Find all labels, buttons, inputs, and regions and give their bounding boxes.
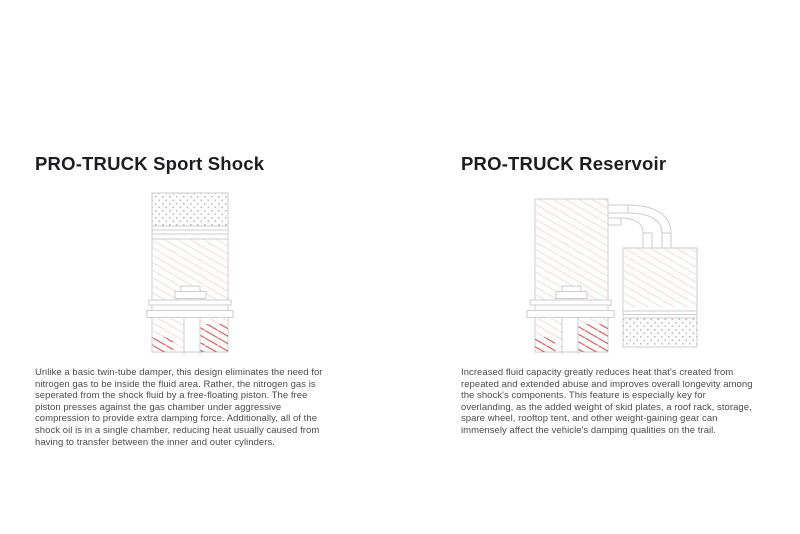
shock-shaft [184,318,200,355]
desc-line: shock oil is in a single chamber, reducing heat usually caused from [35,424,320,436]
sport-shock-title: PRO-TRUCK Sport Shock [35,153,265,174]
seal-accent-right [200,324,228,352]
seal-accent-left [152,337,173,352]
desc-line: repeated and extended abuse and improves overall longevity among [461,378,753,390]
piston-plate-upper [149,300,231,305]
desc-line: compression to provide extra damping force. Additionally, all of the [35,413,318,425]
piston-plate-lower [147,311,233,318]
reservoir-inlet-left [643,233,652,248]
sport-shock-description [35,367,375,448]
hose-inner-wall [621,218,643,233]
piston-plate-lower [527,311,614,318]
desc-line: the shock's components. This feature is especially key for [461,390,706,402]
desc-line: Unlike a basic twin-tube damper, this design eliminates the need for [35,367,323,378]
floating-piston [152,230,228,239]
gas-chamber [152,193,228,226]
hose-fitting-lower [608,218,621,225]
piston-nut-top [181,286,200,292]
reservoir-description [461,367,800,437]
piston-nut [175,292,206,299]
desc-line: seperated from the shock fluid by a free-floating piston. The free [35,390,308,402]
piston-nut-top [562,286,581,292]
shock-shaft [562,318,578,355]
reservoir-fluid [623,248,697,307]
sport-shock-diagram [140,188,240,358]
desc-line: piston presses against the gas chamber under aggressive [35,401,282,413]
reservoir-floating-piston [623,311,697,318]
seal-accent-right [578,324,608,352]
hose-mid-wall [628,213,662,233]
desc-line: nitrogen gas to be inside the fluid area. Rather, the nitrogen gas is [35,378,316,390]
desc-line: having to transfer between the inner and outer cylinders. [35,436,275,448]
desc-line: overlanding, as the added weight of skid plates, a roof rack, storage, [461,401,752,413]
piston-nut [556,292,587,299]
reservoir-gas-chamber [623,318,697,347]
seal-accent-left [535,337,555,352]
fluid-chamber [535,199,608,300]
hose-fitting-upper [608,205,628,213]
desc-line: immensely affect the vehicle's damping qualities on the trail. [461,424,717,436]
piston-plate-upper [530,300,611,305]
hose-outer-wall [628,205,671,233]
reservoir-diagram [520,188,700,358]
desc-line: Increased fluid capacity greatly reduces heat that's created from [461,367,734,378]
reservoir-inlet-right [662,233,671,248]
reservoir-title: PRO-TRUCK Reservoir [461,153,667,174]
desc-line: spare wheel, rooftop tent, and other weight-gaining gear can [461,413,718,425]
